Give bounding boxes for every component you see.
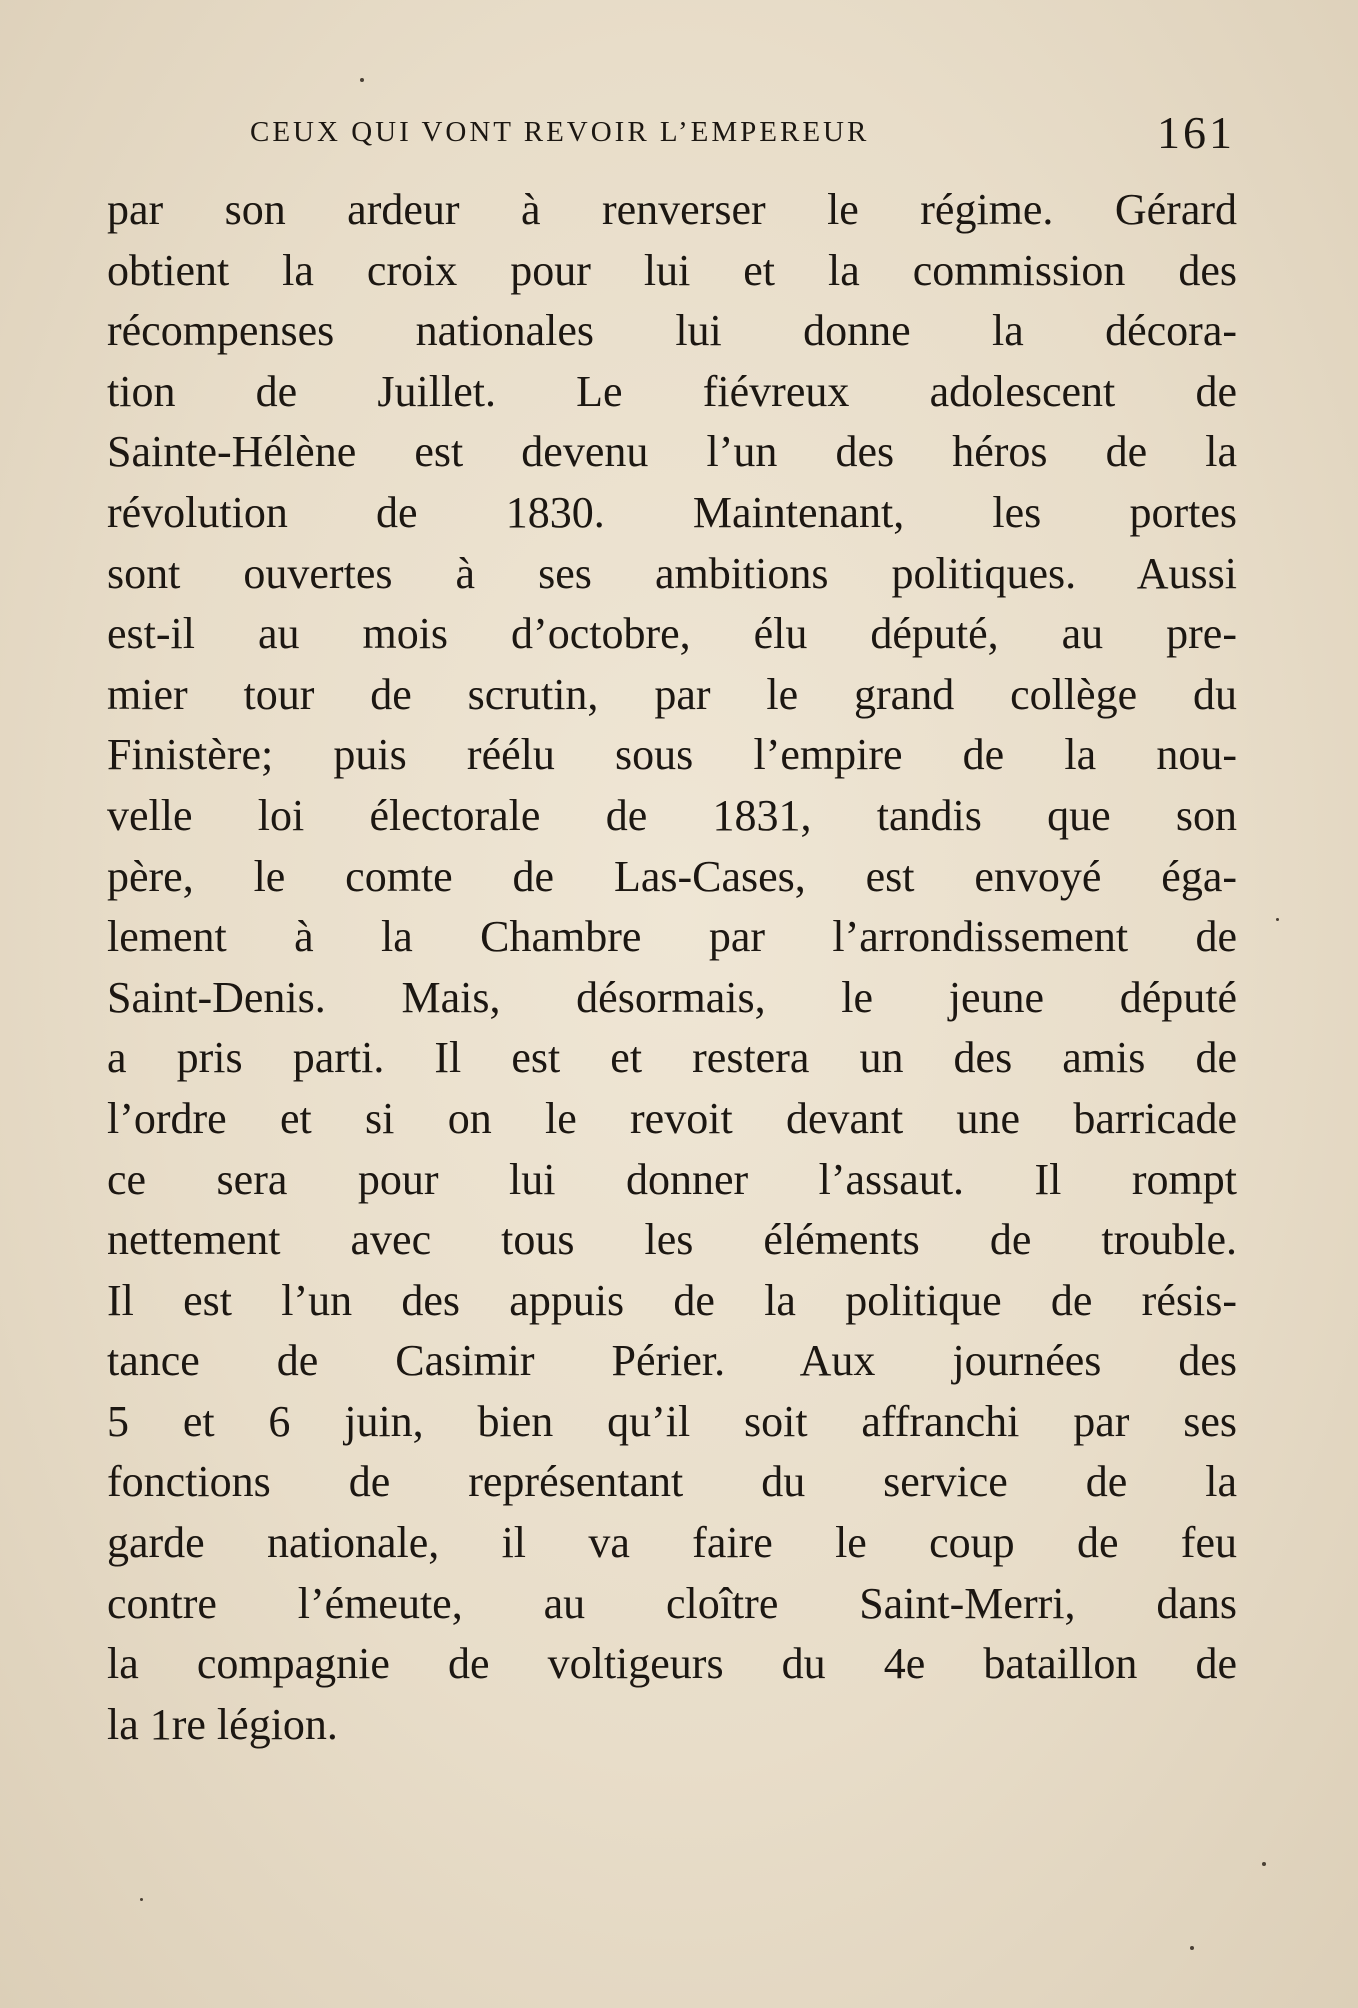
text-line: contre l’émeute, au cloître Saint-Merri, dans <box>107 1578 1237 1628</box>
text-line: Finistère; puis réélu sous l’empire de la nou- <box>107 730 1237 780</box>
text-line: nettement avec tous les éléments de trouble. <box>107 1215 1237 1265</box>
text-line: révolution de 1830. Maintenant, les portes <box>107 487 1237 537</box>
text-line: est-il au mois d’octobre, élu député, au pre- <box>107 609 1237 659</box>
page-number: 161 <box>1157 107 1235 158</box>
running-head <box>250 107 1235 162</box>
text-line: l’ordre et si on le revoit devant une barricade <box>107 1093 1237 1143</box>
text-line: la 1re légion. <box>107 1699 338 1749</box>
paper-speck <box>140 1898 143 1901</box>
text-line: a pris parti. Il est et restera un des amis de <box>107 1033 1237 1083</box>
text-line: récompenses nationales lui donne la décora- <box>107 306 1237 356</box>
text-line: ce sera pour lui donner l’assaut. Il rompt <box>107 1154 1237 1204</box>
text-line: tion de Juillet. Le fiévreux adolescent de <box>107 366 1237 416</box>
text-line: par son ardeur à renverser le régime. Gérard <box>107 185 1237 234</box>
text-line: père, le comte de Las-Cases, est envoyé éga- <box>107 851 1237 901</box>
text-line: 5 et 6 juin, bien qu’il soit affranchi par ses <box>107 1396 1237 1446</box>
text-line: velle loi électorale de 1831, tandis que son <box>107 790 1237 840</box>
body-text <box>107 180 1237 1755</box>
text-line: Sainte-Hélène est devenu l’un des héros de la <box>107 427 1237 477</box>
text-line: mier tour de scrutin, par le grand collège du <box>107 669 1237 719</box>
text-line: Il est l’un des appuis de la politique de résis- <box>107 1275 1237 1325</box>
text-line: garde nationale, il va faire le coup de feu <box>107 1518 1237 1568</box>
paper-speck <box>1276 918 1279 921</box>
text-line: sont ouvertes à ses ambitions politiques. Aussi <box>107 548 1237 598</box>
text-line: fonctions de représentant du service de la <box>107 1457 1237 1507</box>
text-line: lement à la Chambre par l’arrondissement de <box>107 912 1237 962</box>
text-line: Saint-Denis. Mais, désormais, le jeune député <box>107 972 1237 1022</box>
paper-speck <box>1262 1862 1266 1866</box>
text-line: tance de Casimir Périer. Aux journées des <box>107 1336 1237 1386</box>
text-line: obtient la croix pour lui et la commission des <box>107 245 1237 295</box>
text-line: la compagnie de voltigeurs du 4e bataillon de <box>107 1639 1237 1689</box>
running-title: CEUX QUI VONT REVOIR L’EMPEREUR <box>250 116 870 148</box>
paper-speck <box>1190 1946 1194 1950</box>
paper-speck <box>360 78 364 82</box>
